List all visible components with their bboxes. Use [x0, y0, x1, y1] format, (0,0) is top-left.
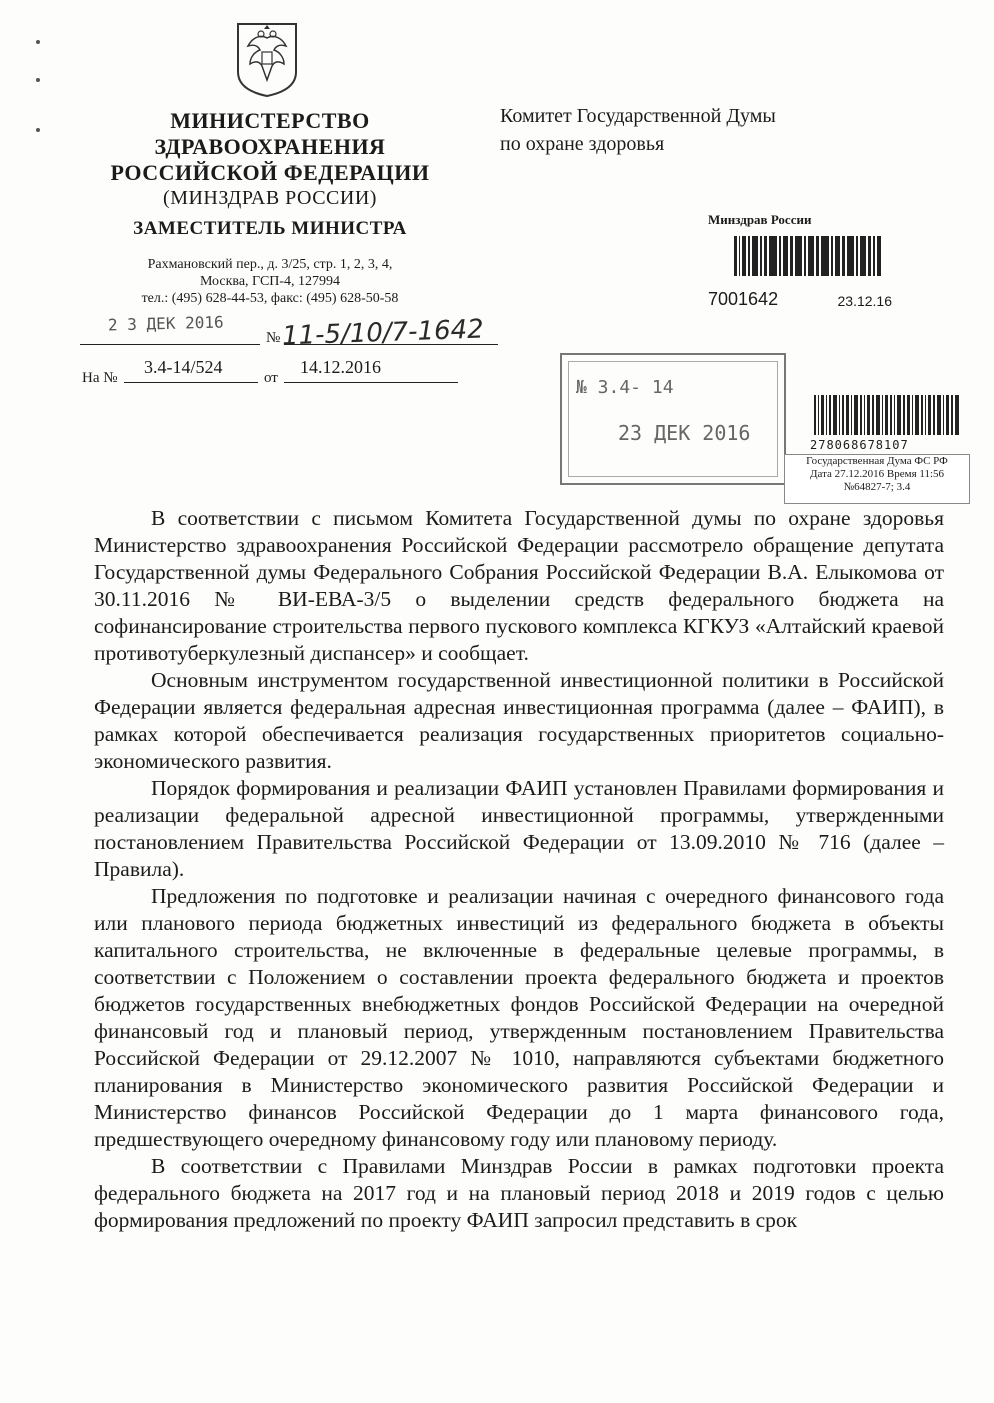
duma-registration-box [784, 454, 970, 504]
organization-header [80, 108, 460, 210]
org-address [80, 256, 460, 307]
addressee-line1: Комитет Государственной Думы [500, 105, 776, 127]
addressee [500, 102, 776, 158]
outgoing-number-label: № [266, 330, 281, 346]
barcode-icon [810, 395, 966, 435]
deputy-minister-title: ЗАМЕСТИТЕЛЬ МИНИСТРА [133, 218, 407, 239]
body-paragraph: В соответствии с Правилами Минздрав России в рамках подготовки проекта федерального бюджета на 2017 год и на плановый период 2018 и 2019 годов с целью формирования предложений по проекту ФАИП запросил представить в срок [94, 1154, 944, 1232]
margin-mark [36, 128, 40, 132]
minzdrav-barcode-stamp [708, 212, 914, 330]
address-line3: тел.: (495) 628-44-53, факс: (495) 628-50-58 [141, 291, 399, 306]
reference-date: 14.12.2016 [300, 357, 381, 377]
barcode-stamp-number: 7001642 [708, 289, 779, 309]
org-name-line2: ЗДРАВООХРАНЕНИЯ [154, 134, 386, 159]
incoming-registration-stamp [560, 353, 786, 485]
address-line2: Москва, ГСП-4, 127994 [199, 274, 341, 289]
reference-label: На № [82, 370, 118, 386]
body-paragraph: Основным инструментом государственной инвестиционной политики в Российской Федерации является федеральная адресная инвестиционная программа (далее – ФАИП), в рамках которой обеспечивается реализация государственных приоритетов социально-экономического развития. [94, 668, 944, 773]
barcode-stamp-date: 23.12.16 [837, 293, 892, 309]
reference-number: 3.4-14/524 [144, 357, 223, 377]
address-line1: Рахмановский пер., д. 3/25, стр. 1, 2, 3, 4, [147, 257, 393, 272]
body-paragraph: Предложения по подготовке и реализации начиная с очередного финансового года или планового периода бюджетных инвестиций из федерального бюджета в объекты капитального строительства, не включенные в федеральные целевые программы, в соответствии с Положением о составлении проекта федерального бюджета и проектов бюджетов государственных внебюджетных фондов Российской Федерации на очередной финансовый год и плановый период, утвержденным постановлением Правительства Российской Федерации от 29.12.2007 № 1010, направляются субъектами бюджетного планирования в Министерство экономического развития Российской Федерации и Министерство финансов Российской Федерации до 1 марта финансового года, предшествующего очередному финансовому году или плановому периоду. [94, 884, 944, 1151]
barcode-icon [734, 236, 884, 276]
body-paragraph: Порядок формирования и реализации ФАИП установлен Правилами формирования и реализации федеральной адресной инвестиционной программы, утвержденными постановлением Правительства Российской Федерации от 13.09.2010 № 716 (далее – Правила). [94, 776, 944, 881]
org-name-line3: РОССИЙСКОЙ ФЕДЕРАЦИИ [110, 160, 430, 185]
reference-from-label: от [264, 370, 278, 386]
addressee-line2: по охране здоровья [500, 133, 665, 155]
body-paragraph: В соответствии с письмом Комитета Государственной думы по охране здоровья Министерство здравоохранения Российской Федерации рассмотрело обращение депутата Государственной думы Федерального Собрания Российской Федерации В.А. Елыкомова от 30.11.2016 № ВИ-ЕВА-3/5 о выделении средств федерального бюджета на софинансирование строительства первого пускового комплекса КГКУЗ «Алтайский краевой противотуберкулезный диспансер» и сообщает. [94, 506, 944, 665]
duma-barcode-number: 278068678107 [810, 438, 909, 452]
incoming-stamp-date: 23 ДЕК 2016 [618, 421, 751, 445]
outgoing-number: 11-5/10/7-1642 [281, 314, 485, 352]
incoming-stamp-number: № 3.4- 14 [576, 377, 674, 398]
coat-of-arms-icon [232, 20, 302, 98]
duma-barcode [810, 395, 966, 451]
barcode-stamp-title: Минздрав России [708, 212, 812, 227]
org-abbreviation: (МИНЗДРАВ РОССИИ) [163, 187, 377, 209]
duma-stamp-line3: №64827-7; 3.4 [843, 481, 911, 493]
margin-mark [36, 78, 40, 82]
duma-stamp-line2: Дата 27.12.2016 Время 11:56 [809, 468, 945, 480]
duma-stamp-line1: Государственная Дума ФС РФ [806, 455, 948, 467]
org-name-line1: МИНИСТЕРСТВО [170, 108, 370, 133]
outgoing-date-stamp: 2 3 ДЕК 2016 [107, 312, 224, 335]
margin-mark [36, 40, 40, 44]
letter-body [94, 505, 944, 1234]
